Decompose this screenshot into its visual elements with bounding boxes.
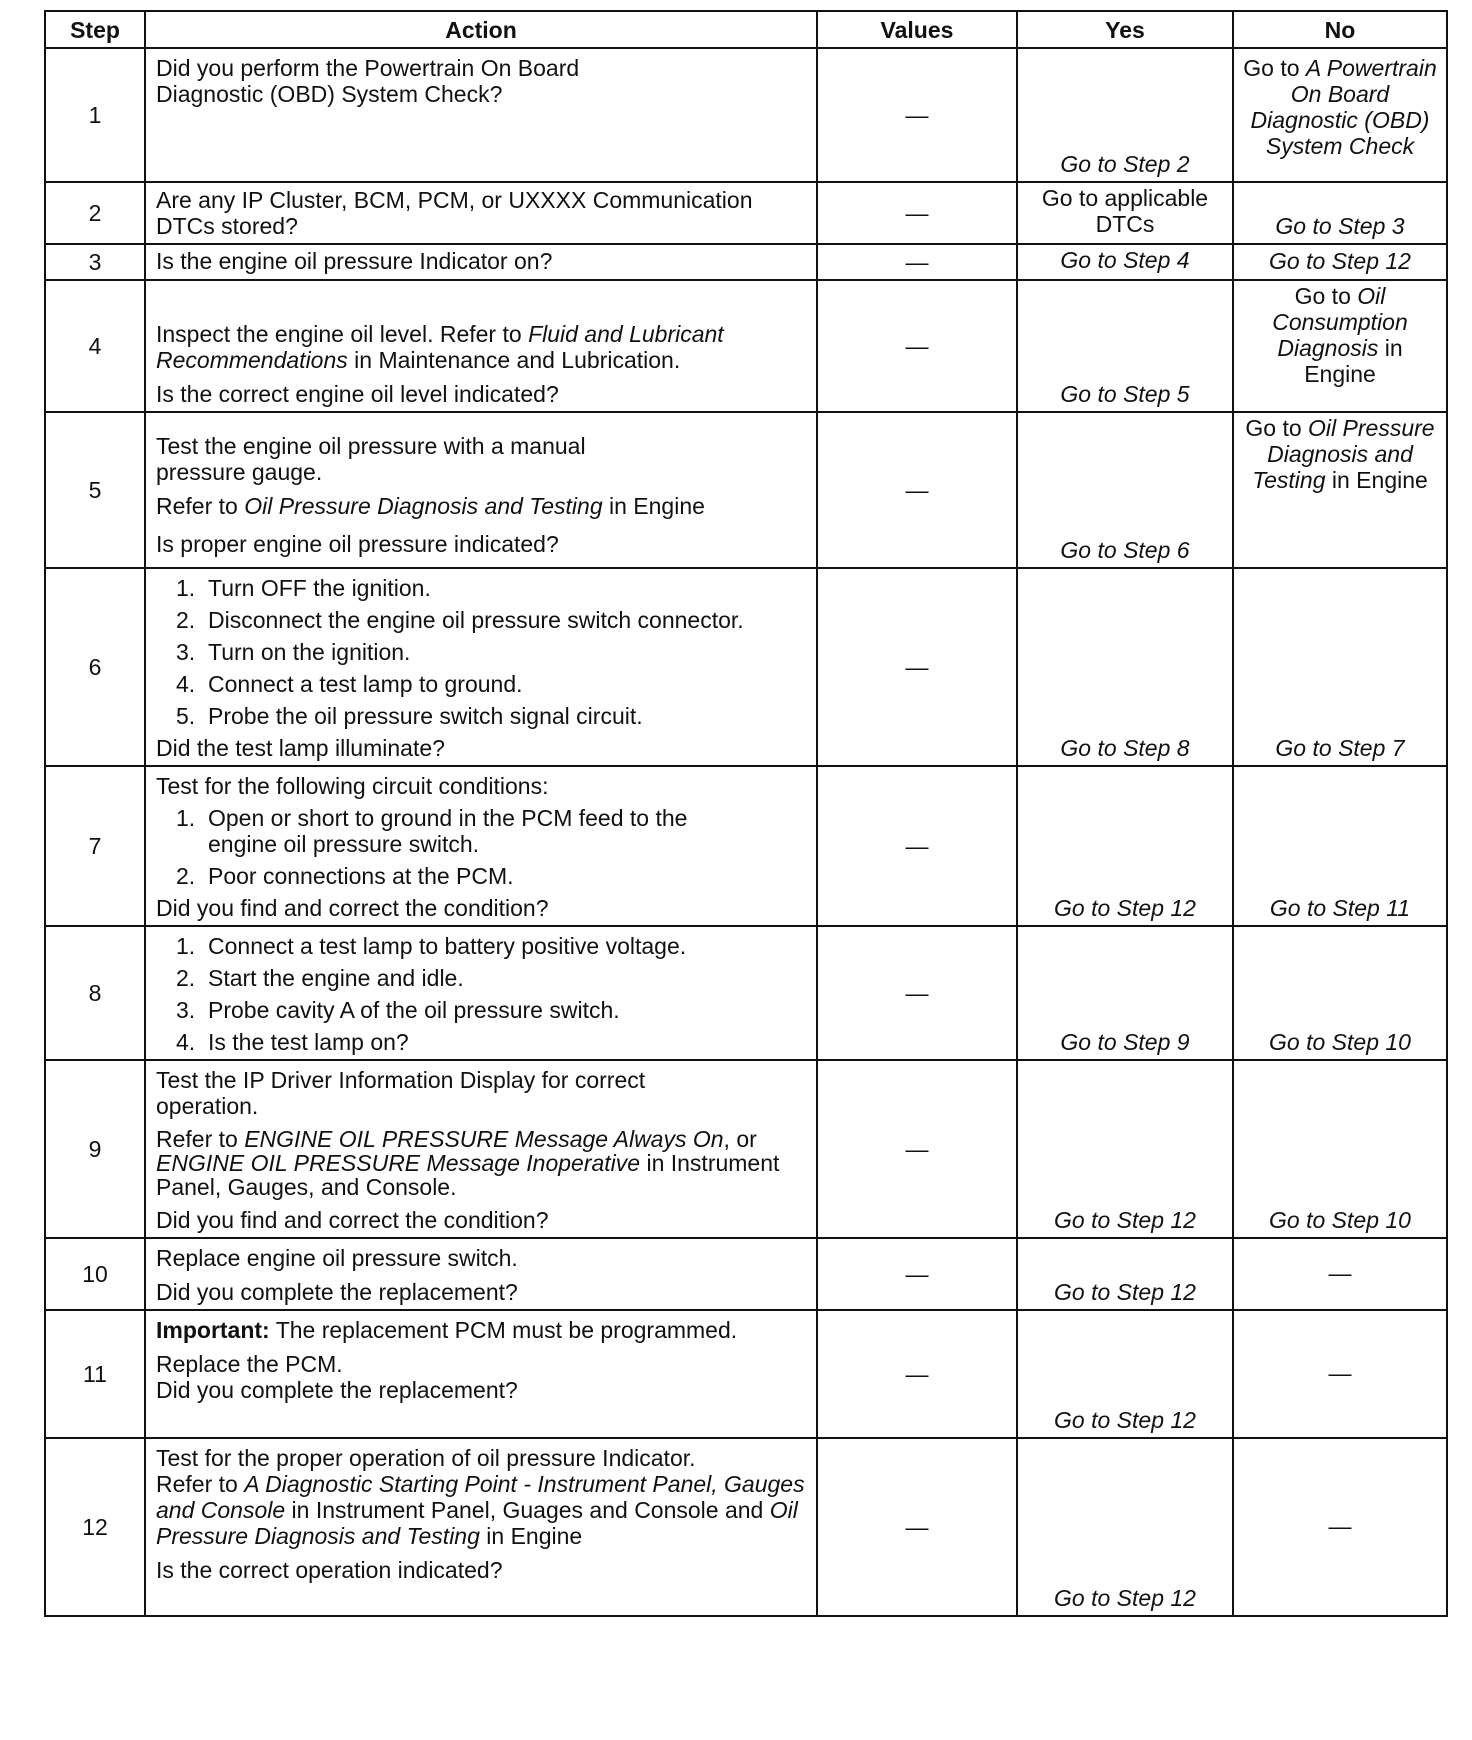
table-row — [45, 1310, 1447, 1438]
action-text-part: Refer to — [156, 493, 245, 519]
yes-cell: Go to Step 12 — [1017, 1060, 1233, 1238]
action-text — [156, 493, 808, 519]
no-cell — [1233, 280, 1447, 412]
header-values: Values — [817, 11, 1017, 48]
action-cell — [145, 926, 817, 1060]
action-question: Did you find and correct the condition? — [156, 1207, 549, 1233]
step-number: 4 — [45, 280, 145, 412]
table-row — [45, 48, 1447, 182]
list-text: Open or short to ground in the PCM feed to the engine oil pressure switch. — [208, 805, 688, 857]
action-text-part: Refer to — [156, 1126, 245, 1152]
action-text-part: Inspect the engine oil level. Refer to — [156, 321, 529, 347]
step-number: 3 — [45, 244, 145, 280]
values-cell: — — [817, 280, 1017, 412]
list-number: 4. — [176, 1029, 196, 1055]
action-text-part: in Maintenance and Lubrication. — [347, 347, 681, 373]
yes-cell: Go to Step 9 — [1017, 926, 1233, 1060]
step-number: 11 — [45, 1310, 145, 1438]
values-cell: — — [817, 926, 1017, 1060]
values-cell: — — [817, 1310, 1017, 1438]
list-text: Disconnect the engine oil pressure switch connector. — [208, 607, 744, 633]
action-cell — [145, 766, 817, 926]
table-row — [45, 280, 1447, 412]
action-list — [156, 805, 808, 889]
no-cell — [1233, 48, 1447, 182]
list-number: 3. — [176, 997, 196, 1023]
step-number: 1 — [45, 48, 145, 182]
yes-cell: Go to Step 12 — [1017, 766, 1233, 926]
action-cell — [145, 1060, 817, 1238]
values-cell: — — [817, 1238, 1017, 1310]
no-cell — [1233, 412, 1447, 568]
list-item — [176, 1029, 808, 1055]
diagnostic-table — [44, 10, 1448, 1617]
no-cell: Go to Step 3 — [1233, 182, 1447, 244]
yes-cell: Go to applicable DTCs — [1017, 182, 1233, 244]
no-cell: — — [1233, 1310, 1447, 1438]
no-link: Oil Consumption Diagnosis — [1272, 283, 1408, 361]
action-cell — [145, 1438, 817, 1616]
action-question: Is proper engine oil pressure indicated? — [156, 531, 559, 557]
yes-cell: Go to Step 12 — [1017, 1310, 1233, 1438]
action-text — [156, 1471, 808, 1549]
values-cell: — — [817, 1438, 1017, 1616]
action-text-part: in Engine — [479, 1523, 583, 1549]
step-number: 9 — [45, 1060, 145, 1238]
list-number: 1. — [176, 933, 196, 959]
table-row — [45, 1060, 1447, 1238]
list-item — [176, 639, 808, 665]
action-text: Are any IP Cluster, BCM, PCM, or UXXXX Communication DTCs stored? — [156, 187, 753, 239]
list-item — [176, 863, 808, 889]
list-item — [176, 805, 808, 857]
list-item — [176, 965, 808, 991]
values-cell: — — [817, 1060, 1017, 1238]
action-text-part: The replacement PCM must be programmed. — [269, 1317, 738, 1343]
list-item — [176, 575, 808, 601]
action-cell — [145, 1238, 817, 1310]
action-cell — [145, 568, 817, 766]
list-text: Start the engine and idle. — [208, 965, 464, 991]
list-text: Probe cavity A of the oil pressure switch. — [208, 997, 620, 1023]
list-text: Connect a test lamp to battery positive voltage. — [208, 933, 687, 959]
action-question: Did the test lamp illuminate? — [156, 735, 445, 761]
list-text: Poor connections at the PCM. — [208, 863, 514, 889]
table-row — [45, 182, 1447, 244]
action-question: Is the correct operation indicated? — [156, 1557, 503, 1583]
action-ref: Fluid and Lubricant Recommendations — [156, 321, 724, 373]
list-text: Is the test lamp on? — [208, 1029, 409, 1055]
table-row — [45, 244, 1447, 280]
yes-cell: Go to Step 6 — [1017, 412, 1233, 568]
no-cell: — — [1233, 1238, 1447, 1310]
no-cell: Go to Step 11 — [1233, 766, 1447, 926]
table-row — [45, 926, 1447, 1060]
list-number: 5. — [176, 703, 196, 729]
step-number: 6 — [45, 568, 145, 766]
action-text-part: , or — [723, 1126, 757, 1152]
list-text: Turn OFF the ignition. — [208, 575, 431, 601]
action-question: Did you complete the replacement? — [156, 1377, 518, 1403]
action-ref: ENGINE OIL PRESSURE Message Inoperative — [156, 1150, 641, 1176]
action-text — [156, 1317, 808, 1343]
header-step: Step — [45, 11, 145, 48]
no-cell: Go to Step 7 — [1233, 568, 1447, 766]
no-suffix: in Engine — [1325, 467, 1428, 493]
step-number: 12 — [45, 1438, 145, 1616]
action-text: Test the IP Driver Information Display for correct operation. — [156, 1067, 646, 1119]
action-ref: A Diagnostic Starting Point - Instrument Panel, Gauges and Console — [156, 1471, 805, 1523]
step-number: 8 — [45, 926, 145, 1060]
action-text: Test for the following circuit conditions: — [156, 773, 549, 799]
action-text: Replace the PCM. — [156, 1351, 343, 1377]
no-prefix: Go to — [1294, 283, 1358, 309]
no-cell: Go to Step 10 — [1233, 926, 1447, 1060]
no-suffix: in Engine — [1304, 335, 1403, 387]
list-item — [176, 933, 808, 959]
action-text-part: in Instrument Panel, Guages and Console and — [285, 1497, 770, 1523]
no-cell: Go to Step 12 — [1233, 244, 1447, 280]
action-question: Did you complete the replacement? — [156, 1279, 518, 1305]
list-item — [176, 671, 808, 697]
action-list — [156, 933, 808, 1055]
values-cell: — — [817, 48, 1017, 182]
header-no: No — [1233, 11, 1447, 48]
list-number: 2. — [176, 965, 196, 991]
list-number: 2. — [176, 607, 196, 633]
no-prefix: Go to — [1243, 55, 1306, 81]
action-text — [156, 1127, 808, 1199]
list-number: 3. — [176, 639, 196, 665]
list-text: Turn on the ignition. — [208, 639, 411, 665]
action-text-part: in Engine — [602, 493, 705, 519]
action-question: Did you find and correct the condition? — [156, 895, 549, 921]
action-ref: Oil Pressure Diagnosis and Testing — [244, 493, 603, 519]
list-text: Connect a test lamp to ground. — [208, 671, 523, 697]
yes-cell: Go to Step 8 — [1017, 568, 1233, 766]
step-number: 7 — [45, 766, 145, 926]
list-number: 1. — [176, 575, 196, 601]
action-cell — [145, 182, 817, 244]
header-yes: Yes — [1017, 11, 1233, 48]
action-cell — [145, 1310, 817, 1438]
step-number: 10 — [45, 1238, 145, 1310]
table-row — [45, 1238, 1447, 1310]
action-text: Is the engine oil pressure Indicator on? — [156, 248, 553, 274]
list-item — [176, 703, 808, 729]
action-text — [156, 321, 808, 373]
action-cell — [145, 244, 817, 280]
values-cell: — — [817, 568, 1017, 766]
action-text: Test for the proper operation of oil pressure Indicator. — [156, 1445, 696, 1471]
no-cell: Go to Step 10 — [1233, 1060, 1447, 1238]
no-link: A Powertrain On Board Diagnostic (OBD) System Check — [1250, 55, 1437, 159]
list-item — [176, 997, 808, 1023]
important-label: Important: — [156, 1317, 270, 1343]
action-ref: Oil Pressure Diagnosis and Testing — [156, 1497, 798, 1549]
values-cell: — — [817, 412, 1017, 568]
header-row — [45, 11, 1447, 48]
action-cell — [145, 280, 817, 412]
table-row — [45, 412, 1447, 568]
action-cell — [145, 412, 817, 568]
action-cell — [145, 48, 817, 182]
yes-cell: Go to Step 12 — [1017, 1238, 1233, 1310]
values-cell: — — [817, 766, 1017, 926]
step-number: 2 — [45, 182, 145, 244]
header-action: Action — [145, 11, 817, 48]
values-cell: — — [817, 182, 1017, 244]
no-prefix: Go to — [1245, 415, 1309, 441]
no-link: Oil Pressure Diagnosis and Testing — [1252, 415, 1435, 493]
step-number: 5 — [45, 412, 145, 568]
action-ref: ENGINE OIL PRESSURE Message Always On — [244, 1126, 724, 1152]
table-row — [45, 1438, 1447, 1616]
action-text: Replace engine oil pressure switch. — [156, 1245, 518, 1271]
list-number: 2. — [176, 863, 196, 889]
values-cell: — — [817, 244, 1017, 280]
yes-cell: Go to Step 12 — [1017, 1438, 1233, 1616]
yes-cell: Go to Step 4 — [1017, 244, 1233, 280]
action-question: Is the correct engine oil level indicated? — [156, 381, 559, 407]
action-text: Test the engine oil pressure with a manual pressure gauge. — [156, 433, 586, 485]
action-list — [156, 575, 808, 729]
table-row — [45, 766, 1447, 926]
action-text-part: in Instrument Panel, Gauges, and Console. — [156, 1150, 780, 1200]
list-number: 1. — [176, 805, 196, 831]
action-text-part: Refer to — [156, 1471, 245, 1497]
action-text: Did you perform the Powertrain On Board Diagnostic (OBD) System Check? — [156, 55, 580, 107]
list-number: 4. — [176, 671, 196, 697]
table-row — [45, 568, 1447, 766]
list-item — [176, 607, 808, 633]
yes-cell: Go to Step 2 — [1017, 48, 1233, 182]
yes-cell: Go to Step 5 — [1017, 280, 1233, 412]
no-cell: — — [1233, 1438, 1447, 1616]
list-text: Probe the oil pressure switch signal circuit. — [208, 703, 643, 729]
